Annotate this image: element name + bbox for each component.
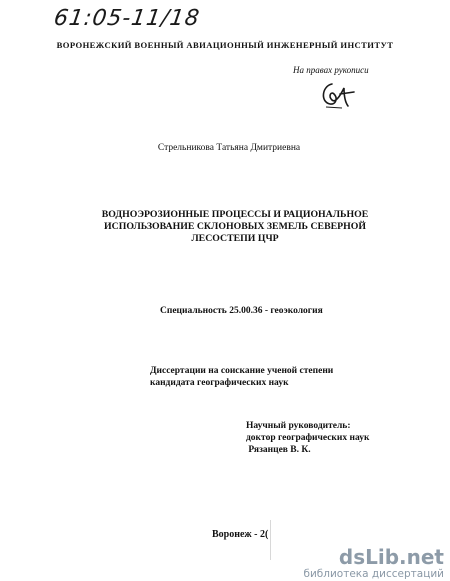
thesis-title-line: ЛЕСОСТЕПИ ЦЧР	[191, 233, 279, 244]
advisor-degree: доктор географических наук	[246, 433, 370, 443]
degree-line: кандидата географических наук	[150, 378, 289, 388]
watermark-subtitle: библиотека диссертаций	[303, 568, 444, 580]
manuscript-note: На правах рукописи	[293, 65, 369, 75]
institute-name: ВОРОНЕЖСКИЙ ВОЕННЫЙ АВИАЦИОННЫЙ ИНЖЕНЕРНЫЙ ИНСТИТУТ	[56, 40, 394, 50]
site-watermark	[303, 546, 444, 580]
degree-statement	[150, 365, 333, 389]
city-year: Воронеж - 2(	[212, 529, 269, 540]
author-name: Стрельникова Татьяна Дмитриевна	[157, 143, 301, 153]
advisor-label: Научный руководитель:	[246, 421, 351, 431]
archive-number: 61:05-11/18	[52, 6, 202, 31]
degree-line: Диссертации на соискание ученой степени	[150, 366, 334, 376]
thesis-title-line: ВОДНОЭРОЗИОННЫЕ ПРОЦЕССЫ И РАЦИОНАЛЬНОЕ	[101, 209, 369, 220]
advisor-name: Рязанцев В. К.	[246, 445, 311, 455]
handwritten-signature	[318, 80, 358, 112]
specialty: Специальность 25.00.36 - геоэкология	[160, 306, 323, 316]
watermark-brand: dsLib.net	[338, 545, 444, 569]
advisor-block	[246, 420, 369, 456]
page-edge-divider	[270, 520, 271, 560]
thesis-title-line: ИСПОЛЬЗОВАНИЕ СКЛОНОВЫХ ЗЕМЕЛЬ СЕВЕРНОЙ	[104, 221, 366, 232]
thesis-title	[90, 209, 380, 245]
